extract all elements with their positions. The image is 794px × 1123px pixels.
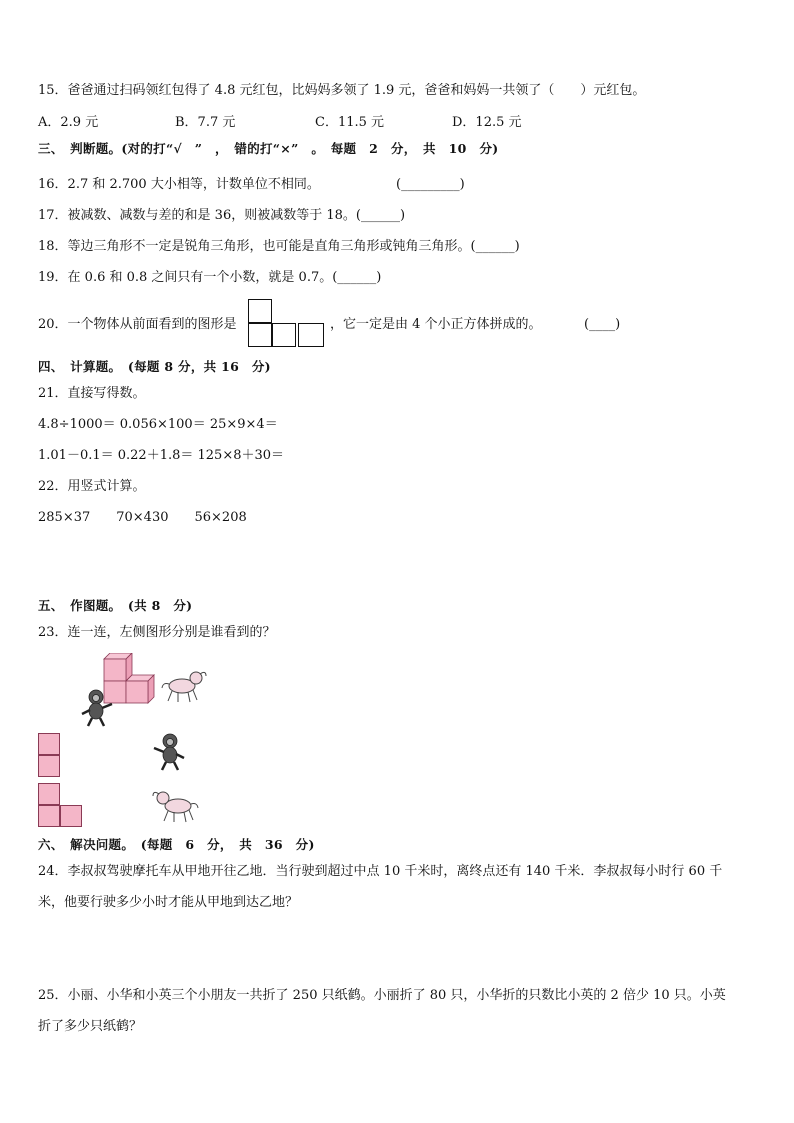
option-c[interactable]: C．11.5 元 (315, 115, 385, 130)
section-6-title: 六、 解决问题。 (每题 6 分， 共 36 分) (38, 837, 315, 852)
question-20-before: 20．一个物体从前面看到的图形是 (38, 317, 237, 332)
option-a[interactable]: A．2.9 元 (38, 115, 99, 130)
section-3-title: 三、 判断题。(对的打“√ ” ， 错的打“×” 。 每题 2 分， 共 10 分) (38, 141, 499, 156)
question-19: 19．在 0.6 和 0.8 之间只有一个小数，就是 0.7。(______) (38, 270, 382, 285)
section-5-title: 五、 作图题。 (共 8 分) (38, 598, 193, 613)
question-21: 21．直接写得数。 (38, 386, 146, 401)
question-16-blank[interactable]: (_________) (396, 177, 465, 192)
question-16: 16．2.7 和 2.700 大小相等，计数单位不相同。 (38, 177, 320, 192)
monkey-icon (150, 732, 190, 772)
dog-icon (152, 788, 200, 824)
front-view-figure (248, 299, 328, 351)
question-20-blank[interactable]: (____) (584, 317, 621, 332)
question-17: 17．被减数、减数与差的和是 36，则被减数等于 18。(______) (38, 208, 406, 223)
question-22-row: 285×37 70×430 56×208 (38, 510, 247, 525)
monkey-icon (78, 688, 118, 728)
question-22: 22．用竖式计算。 (38, 479, 146, 494)
section-4-title: 四、 计算题。 (每题 8 分，共 16 分) (38, 359, 271, 374)
question-25-line-2: 折了多少只纸鹤？ (38, 1019, 143, 1034)
question-21-row-2: 1.01－0.1＝ 0.22＋1.8＝ 125×8＋30＝ (38, 448, 285, 463)
question-18: 18．等边三角形不一定是锐角三角形，也可能是直角三角形或钝角三角形。(______) (38, 239, 520, 254)
option-d[interactable]: D．12.5 元 (452, 115, 522, 130)
question-20-after: ，它一定是由 4 个小正方体拼成的。 (330, 317, 542, 332)
option-b[interactable]: B．7.7 元 (175, 115, 236, 130)
question-15: 15．爸爸通过扫码领红包得了 4.8 元红包，比妈妈多领了 1.9 元，爸爸和妈妈一共领了（ ）元红包。 (38, 83, 646, 98)
front-view-l-figure (38, 783, 84, 827)
question-24-line-2: 米，他要行驶多少小时才能从甲地到达乙地？ (38, 895, 299, 910)
left-view-figure (38, 733, 62, 777)
question-24-line-1: 24．李叔叔驾驶摩托车从甲地开往乙地．当行驶到超过中点 10 千米时，离终点还有 140 千米．李叔叔每小时行 60 千 (38, 864, 723, 879)
question-23: 23．连一连，左侧图形分别是谁看到的？ (38, 625, 276, 640)
question-21-row-1: 4.8÷1000＝ 0.056×100＝ 25×9×4＝ (38, 417, 278, 432)
question-25-line-1: 25．小丽、小华和小英三个小朋友一共折了 250 只纸鹤。小丽折了 80 只，小华折的只数比小英的 2 倍少 10 只。小英 (38, 988, 726, 1003)
dog-icon (160, 668, 208, 704)
